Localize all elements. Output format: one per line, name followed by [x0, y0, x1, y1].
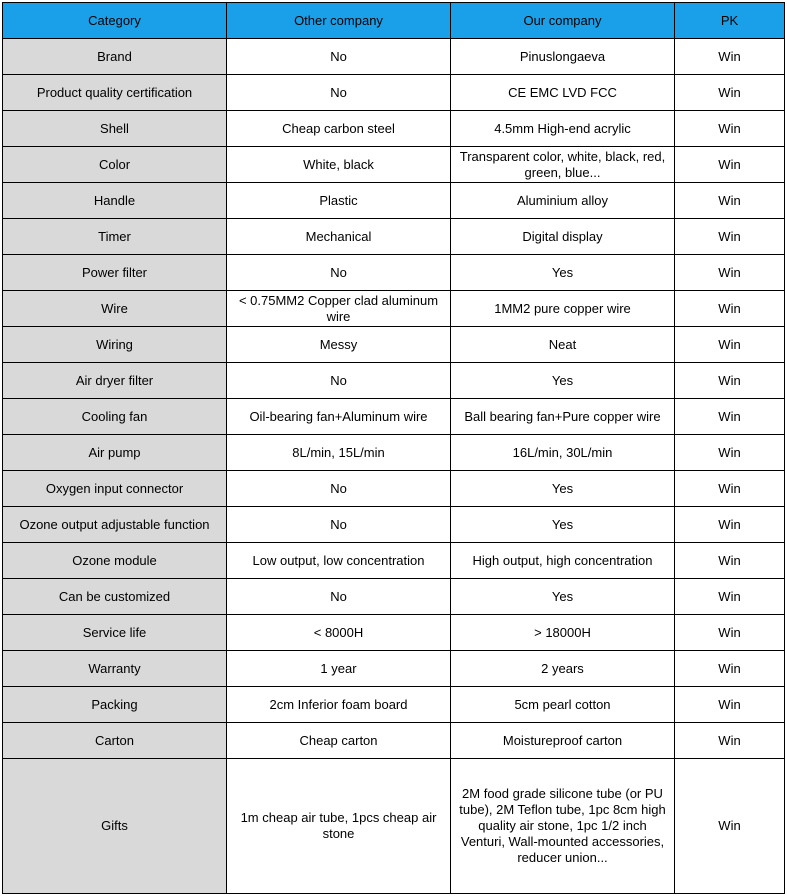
cell-pk: Win [675, 615, 785, 651]
cell-category: Air dryer filter [3, 363, 227, 399]
cell-pk: Win [675, 579, 785, 615]
cell-category: Ozone output adjustable function [3, 507, 227, 543]
comparison-table-wrapper [2, 2, 785, 894]
table-row [3, 255, 785, 291]
cell-pk: Win [675, 723, 785, 759]
table-row [3, 327, 785, 363]
cell-category: Timer [3, 219, 227, 255]
cell-other-company: < 0.75MM2 Copper clad aluminum wire [227, 291, 451, 327]
table-row [3, 759, 785, 894]
cell-our-company: Yes [451, 363, 675, 399]
cell-pk: Win [675, 327, 785, 363]
cell-our-company: Yes [451, 579, 675, 615]
cell-other-company: No [227, 39, 451, 75]
cell-category: Service life [3, 615, 227, 651]
cell-our-company: Digital display [451, 219, 675, 255]
cell-our-company: > 18000H [451, 615, 675, 651]
cell-category: Cooling fan [3, 399, 227, 435]
table-row [3, 471, 785, 507]
header-pk: PK [675, 3, 785, 39]
table-row [3, 435, 785, 471]
cell-other-company: White, black [227, 147, 451, 183]
cell-our-company: 2 years [451, 651, 675, 687]
cell-our-company: CE EMC LVD FCC [451, 75, 675, 111]
table-row [3, 579, 785, 615]
cell-category: Air pump [3, 435, 227, 471]
header-row [3, 3, 785, 39]
cell-pk: Win [675, 435, 785, 471]
table-row [3, 543, 785, 579]
cell-our-company: Aluminium alloy [451, 183, 675, 219]
table-row [3, 291, 785, 327]
cell-pk: Win [675, 759, 785, 894]
cell-other-company: Mechanical [227, 219, 451, 255]
cell-our-company: Yes [451, 507, 675, 543]
cell-other-company: Cheap carbon steel [227, 111, 451, 147]
cell-pk: Win [675, 543, 785, 579]
cell-category: Carton [3, 723, 227, 759]
cell-other-company: No [227, 507, 451, 543]
cell-other-company: Plastic [227, 183, 451, 219]
cell-our-company: Yes [451, 255, 675, 291]
cell-our-company: High output, high concentration [451, 543, 675, 579]
cell-other-company: No [227, 75, 451, 111]
table-row [3, 147, 785, 183]
cell-other-company: Messy [227, 327, 451, 363]
cell-pk: Win [675, 651, 785, 687]
cell-category: Brand [3, 39, 227, 75]
cell-pk: Win [675, 111, 785, 147]
cell-category: Wiring [3, 327, 227, 363]
cell-pk: Win [675, 255, 785, 291]
cell-other-company: Low output, low concentration [227, 543, 451, 579]
cell-other-company: 2cm Inferior foam board [227, 687, 451, 723]
table-row [3, 219, 785, 255]
cell-pk: Win [675, 471, 785, 507]
cell-pk: Win [675, 687, 785, 723]
cell-category: Gifts [3, 759, 227, 894]
cell-category: Oxygen input connector [3, 471, 227, 507]
table-row [3, 399, 785, 435]
cell-pk: Win [675, 219, 785, 255]
cell-category: Product quality certification [3, 75, 227, 111]
cell-pk: Win [675, 363, 785, 399]
cell-our-company: 16L/min, 30L/min [451, 435, 675, 471]
cell-pk: Win [675, 39, 785, 75]
table-row [3, 651, 785, 687]
cell-category: Packing [3, 687, 227, 723]
cell-other-company: 8L/min, 15L/min [227, 435, 451, 471]
cell-our-company: Transparent color, white, black, red, green, blue... [451, 147, 675, 183]
cell-pk: Win [675, 291, 785, 327]
cell-other-company: No [227, 363, 451, 399]
cell-our-company: Moistureproof carton [451, 723, 675, 759]
table-body [3, 39, 785, 894]
cell-category: Power filter [3, 255, 227, 291]
table-row [3, 723, 785, 759]
cell-other-company: Oil-bearing fan+Aluminum wire [227, 399, 451, 435]
table-row [3, 39, 785, 75]
cell-our-company: 2M food grade silicone tube (or PU tube), 2M Teflon tube, 1pc 8cm high quality air stone, 1pc 1/2 inch Venturi, Wall-mounted accessories, reducer union... [451, 759, 675, 894]
cell-our-company: Yes [451, 471, 675, 507]
cell-other-company: No [227, 579, 451, 615]
cell-our-company: 4.5mm High-end acrylic [451, 111, 675, 147]
table-row [3, 507, 785, 543]
header-our-company: Our company [451, 3, 675, 39]
table-row [3, 183, 785, 219]
header-category: Category [3, 3, 227, 39]
cell-category: Can be customized [3, 579, 227, 615]
cell-category: Shell [3, 111, 227, 147]
header-other-company: Other company [227, 3, 451, 39]
comparison-table [2, 2, 785, 894]
cell-our-company: Pinuslongaeva [451, 39, 675, 75]
cell-category: Warranty [3, 651, 227, 687]
cell-other-company: < 8000H [227, 615, 451, 651]
cell-category: Ozone module [3, 543, 227, 579]
cell-our-company: 5cm pearl cotton [451, 687, 675, 723]
cell-pk: Win [675, 507, 785, 543]
table-row [3, 363, 785, 399]
table-row [3, 687, 785, 723]
cell-other-company: No [227, 471, 451, 507]
table-row [3, 111, 785, 147]
cell-our-company: 1MM2 pure copper wire [451, 291, 675, 327]
cell-our-company: Neat [451, 327, 675, 363]
cell-category: Handle [3, 183, 227, 219]
cell-other-company: 1 year [227, 651, 451, 687]
cell-our-company: Ball bearing fan+Pure copper wire [451, 399, 675, 435]
cell-other-company: No [227, 255, 451, 291]
cell-other-company: Cheap carton [227, 723, 451, 759]
cell-pk: Win [675, 183, 785, 219]
table-row [3, 75, 785, 111]
cell-pk: Win [675, 399, 785, 435]
cell-category: Color [3, 147, 227, 183]
cell-other-company: 1m cheap air tube, 1pcs cheap air stone [227, 759, 451, 894]
cell-pk: Win [675, 147, 785, 183]
cell-category: Wire [3, 291, 227, 327]
cell-pk: Win [675, 75, 785, 111]
table-row [3, 615, 785, 651]
